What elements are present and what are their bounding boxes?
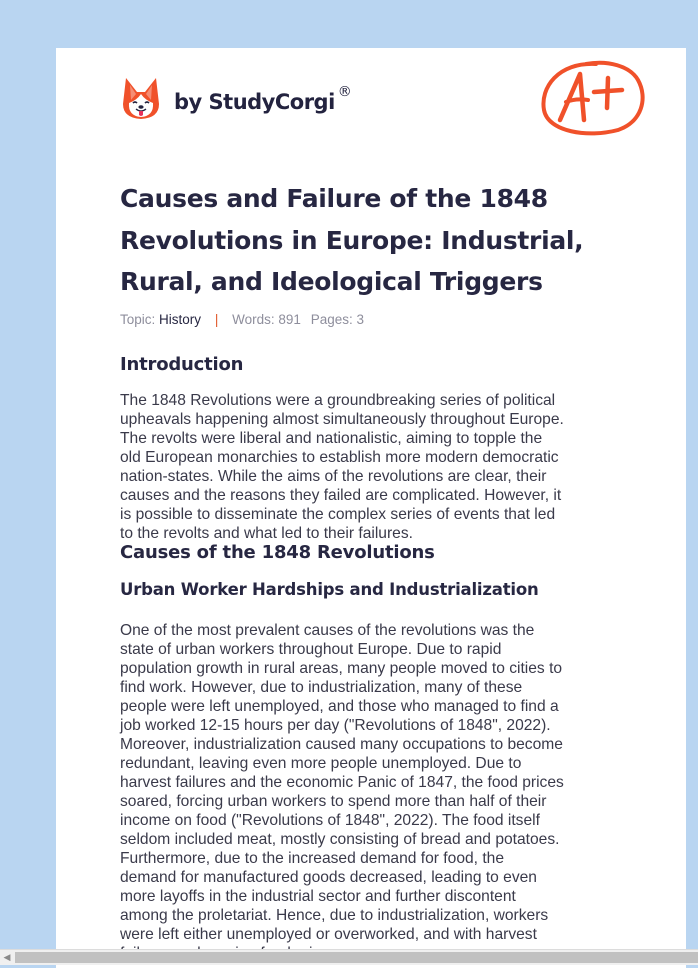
words-count: 891	[278, 312, 301, 327]
document-card	[56, 48, 686, 968]
title-line: Revolutions in Europe: Industrial,	[120, 225, 584, 255]
words-label: Words:	[232, 312, 275, 327]
scroll-left-arrow-icon[interactable]: ◀	[3, 952, 11, 962]
urban-workers-paragraph	[120, 621, 640, 963]
text-line: upheavals happening almost simultaneously throughout Europe.	[120, 411, 564, 428]
text-line: causes and the reasons they failed are complicated. However, it	[120, 487, 562, 504]
text-line: Furthermore, due to the increased demand for food, the	[120, 850, 505, 867]
text-line: population growth in rural areas, many people moved to cities to	[120, 660, 563, 677]
brand-text: by StudyCorgi	[174, 90, 335, 114]
text-line: state of urban workers throughout Europe. Due to rapid	[120, 641, 502, 658]
text-line: among the proletariat. Hence, due to industrialization, workers	[120, 907, 549, 924]
text-line: Moreover, industrialization caused many occupations to become	[120, 736, 563, 753]
introduction-paragraph	[120, 391, 640, 543]
text-line: find work. However, due to industrialization, many of these	[120, 679, 523, 696]
text-line: harvest failures and the economic Panic of 1847, the food prices	[120, 774, 564, 791]
text-line: to the revolts and what led to their failures.	[120, 525, 413, 542]
studycorgi-logo[interactable]	[122, 76, 351, 122]
scrollbar-thumb[interactable]	[15, 952, 698, 963]
title-line: Causes and Failure of the 1848	[120, 184, 548, 213]
title-line: Rural, and Ideological Triggers	[120, 267, 543, 296]
pages-count: 3	[356, 312, 364, 327]
text-line: One of the most prevalent causes of the revolutions was the	[120, 622, 535, 639]
text-line: seldom included meat, mostly consisting of bread and potatoes.	[120, 831, 560, 848]
horizontal-scrollbar[interactable]	[0, 949, 698, 965]
text-line: old European monarchies to establish more modern democratic	[120, 449, 559, 466]
text-line: demand for manufactured goods decreased, leading to even	[120, 869, 537, 886]
pages-label: Pages:	[310, 312, 353, 327]
text-line: is possible to disseminate the complex series of events that led	[120, 506, 556, 523]
section-heading-introduction: Introduction	[120, 354, 244, 375]
meta-separator: |	[214, 312, 219, 327]
text-line: more layoffs in the industrial sector and further discontent	[120, 888, 516, 905]
document-title	[120, 178, 630, 303]
text-line: The 1848 Revolutions were a groundbreaking series of political	[120, 392, 556, 409]
subsection-heading-urban-workers: Urban Worker Hardships and Industrialization	[120, 580, 539, 599]
text-line: people were left unemployed, and those who managed to find a	[120, 698, 559, 715]
text-line: soared, forcing urban workers to spend more than half of their	[120, 793, 547, 810]
registered-mark: ®	[337, 84, 352, 100]
topic-link[interactable]: History	[159, 312, 202, 327]
text-line: The revolts were liberal and nationalistic, aiming to topple the	[120, 430, 543, 447]
section-heading-causes: Causes of the 1848 Revolutions	[120, 542, 435, 563]
topic-label: Topic:	[120, 312, 156, 327]
document-meta	[120, 312, 364, 327]
a-plus-grade-icon	[538, 58, 648, 140]
text-line: were left either unemployed or overworked, and with harvest	[120, 926, 537, 943]
brand-name	[174, 84, 352, 114]
text-line: redundant, leaving even more people unemployed. Due to	[120, 755, 522, 772]
text-line: nation-states. While the aims of the revolutions are clear, their	[120, 468, 547, 485]
corgi-logo-icon	[122, 76, 160, 122]
text-line: job worked 12-15 hours per day ("Revolutions of 1848", 2022).	[120, 717, 551, 734]
text-line: income on food ("Revolutions of 1848", 2022). The food itself	[120, 812, 540, 829]
